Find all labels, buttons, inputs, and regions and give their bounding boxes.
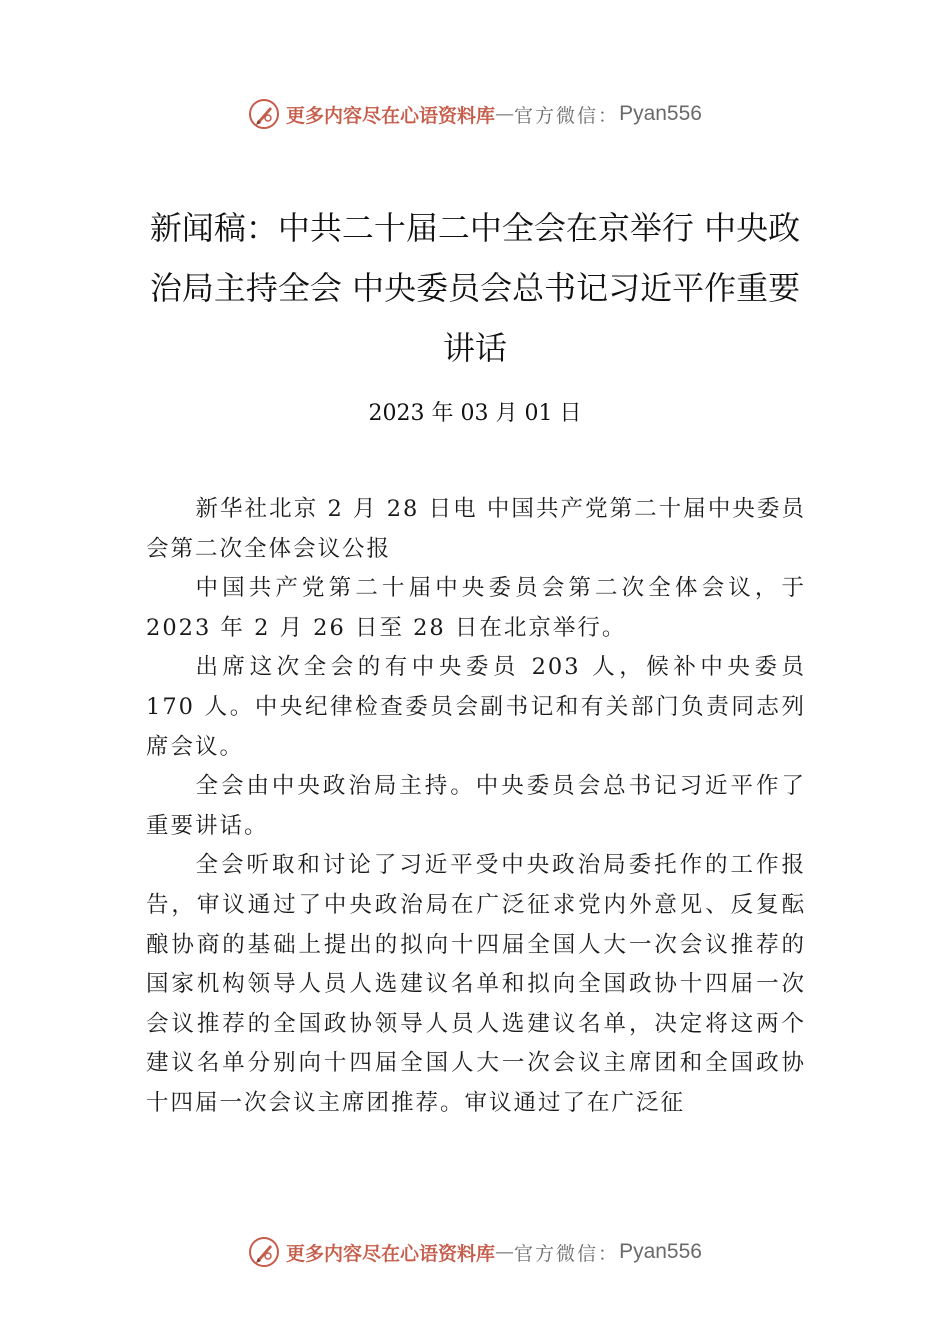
paragraph: 全会听取和讨论了习近平受中央政治局委托作的工作报告，审议通过了中央政治局在广泛征求党内外意见、反复酝酿协商的基础上提出的拟向十四届全国人大一次会议推荐的国家机构领导人员人选建议名单和拟向全国政协十四届一次会议推荐的全国政协领导人员人选建议名单，决定将这两个建议名单分别向十四届全国人大一次会议主席团和全国政协十四届一次会议主席团推荐。审议通过了在广泛征 — [146, 852, 806, 1116]
banner-brand-text: 更多内容尽在心语资料库 — [286, 104, 496, 127]
paragraph: 新华社北京 2 月 28 日电 中国共产党第二十届中央委员会第二次全体会议公报 — [146, 496, 806, 562]
quill-pen-logo-icon — [248, 98, 280, 130]
banner-wechat-label: 官方微信： — [514, 1242, 620, 1265]
document-date: 2023 年 03 月 01 日 — [368, 401, 582, 426]
paragraph: 全会由中央政治局主持。中央委员会总书记习近平作了重要讲话。 — [146, 773, 806, 839]
banner-brand-text: 更多内容尽在心语资料库 — [286, 1242, 496, 1265]
banner-wechat-id: Pyan556 — [619, 1240, 702, 1263]
paragraph: 中国共产党第二十届中央委员会第二次全体会议，于 2023 年 2 月 26 日至 28 日在北京举行。 — [146, 575, 806, 641]
banner-wechat-label: 官方微信： — [514, 104, 620, 127]
paragraph: 出席这次全会的有中央委员 203 人，候补中央委员 170 人。中央纪律检查委员会副书记和有关部门负责同志列席会议。 — [146, 654, 806, 760]
document-body — [146, 490, 806, 1124]
banner-wechat-id: Pyan556 — [619, 102, 702, 125]
header-banner — [0, 94, 950, 134]
banner-separator: — — [495, 1241, 515, 1263]
document-title: 新闻稿：中共二十届二中全会在京举行 中央政治局主持全会 中央委员会总书记习近平作重要讲话 — [149, 209, 801, 367]
banner-separator: — — [495, 103, 515, 125]
quill-pen-logo-icon — [248, 1236, 280, 1268]
footer-banner — [0, 1232, 950, 1272]
